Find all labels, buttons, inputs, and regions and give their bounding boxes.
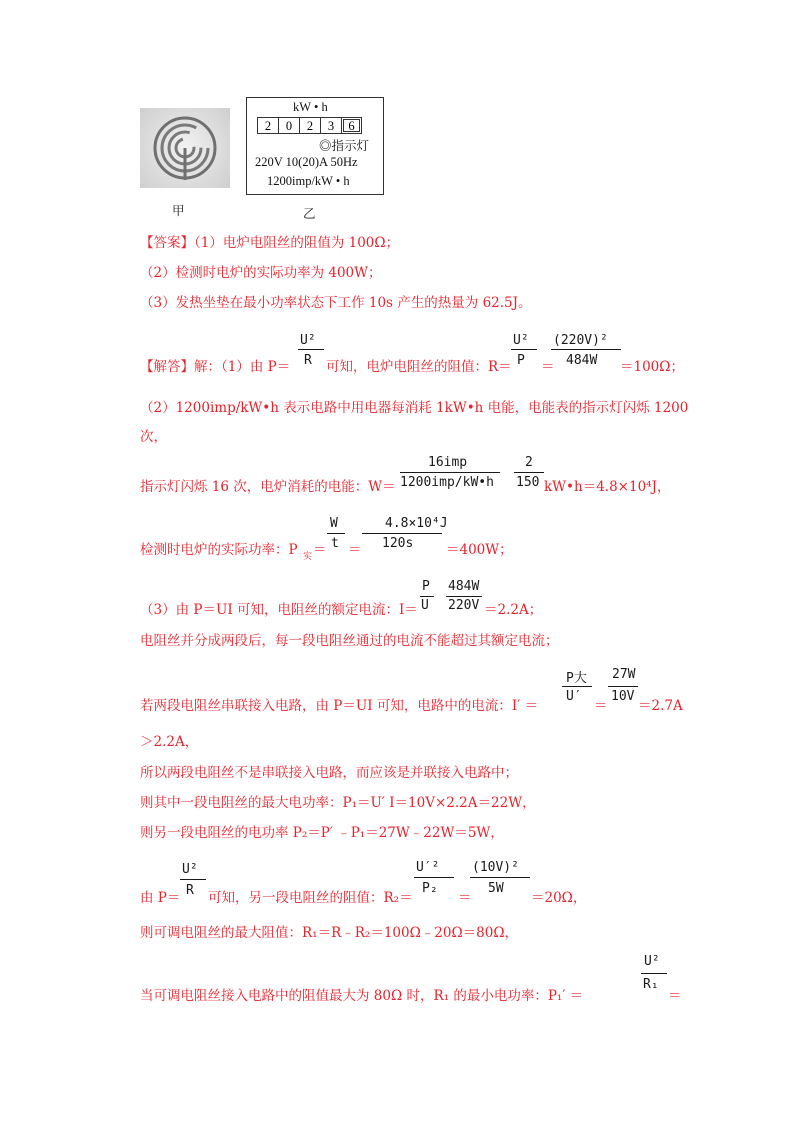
fraction-bar	[180, 879, 206, 880]
solution-line-4b: 可知，电炉电阻丝的阻值：R＝	[326, 359, 512, 375]
frac-r-den: R	[304, 353, 312, 368]
solution-line-9b: ＝2.2A；	[484, 602, 543, 618]
frac-u2-d: U²	[644, 954, 660, 969]
frac-two: 2	[525, 455, 533, 470]
figure-label-right: 乙	[303, 206, 316, 221]
electricity-meter	[246, 97, 384, 195]
solution-line-5: （2）1200imp/kW•h 表示电路中用电器每消耗 1kW•h 电能，电能表的指示灯闪烁 1200	[140, 400, 689, 416]
solution-line-7a: 指示灯闪烁 16 次，电炉消耗的电能：W＝	[140, 479, 396, 495]
frac-4-8e4: 4.8×10⁴J	[385, 516, 448, 531]
frac-1200imp: 1200imp/kW•h	[400, 475, 494, 490]
fraction-bar	[470, 877, 530, 878]
fraction-bar	[400, 472, 500, 473]
meter-digit: 3	[320, 117, 341, 134]
solution-line-9a: （3）由 P＝UI 可知，电阻丝的额定电流：I＝	[140, 602, 418, 618]
meter-indicator: ◎指示灯	[319, 139, 370, 153]
frac-10v-sq: (10V)²	[472, 860, 519, 875]
answer-line-3: （3）发热坐垫在最小功率状态下工作 10s 产生的热量为 62.5J。	[140, 295, 532, 311]
solution-line-6: 次，	[140, 429, 167, 445]
frac-p-big: P大	[566, 671, 587, 686]
frac-p: P	[422, 579, 430, 594]
meter-digit: 0	[278, 117, 299, 134]
frac-t: t	[331, 536, 339, 551]
coil-image	[140, 108, 230, 188]
solution-line-4c: ＝	[541, 359, 555, 375]
solution-line-8-sub: 实	[303, 552, 313, 562]
solution-line-8a: 检测时电炉的实际功率：P	[140, 542, 298, 558]
solution-line-4d: ＝100Ω；	[620, 359, 684, 375]
fraction-bar	[562, 686, 592, 687]
frac-w: W	[330, 516, 338, 531]
solution-line-8b: ＝	[313, 542, 327, 558]
frac-u2-num-b: U²	[513, 333, 529, 348]
frac-p2: P₂	[422, 881, 438, 896]
frac-16imp: 16imp	[428, 455, 468, 470]
solution-line-7b: kW•h＝4.8×10⁴J，	[544, 479, 671, 495]
fraction-bar	[298, 349, 324, 350]
solution-line-16d: ＝20Ω，	[531, 890, 587, 906]
answer-line-2: （2）检测时电炉的实际功率为 400W；	[140, 265, 382, 281]
frac-r-c: R	[186, 883, 194, 898]
frac-484w: 484W	[448, 579, 480, 594]
frac-u2-num: U²	[300, 333, 316, 348]
meter-digit: 2	[257, 117, 278, 134]
fraction-bar	[327, 533, 345, 534]
frac-u-prime-sq: U′²	[416, 860, 440, 875]
solution-line-12: ＞2.2A，	[140, 734, 199, 750]
fraction-bar	[514, 472, 544, 473]
fraction-bar	[551, 349, 621, 350]
frac-27w: 27W	[612, 667, 636, 682]
frac-u-prime: U′	[566, 689, 582, 704]
frac-150: 150	[516, 475, 540, 490]
solution-line-11c: ＝2.7A	[638, 698, 683, 714]
frac-5w: 5W	[488, 881, 504, 896]
meter-constant: 1200imp/kW • h	[267, 174, 350, 188]
figure-label-left: 甲	[172, 203, 185, 218]
meter-digit-row	[257, 117, 362, 134]
frac-220v: 220V	[448, 598, 480, 613]
fraction-bar	[362, 533, 442, 534]
solution-line-11a: 若两段电阻丝串联接入电路，由 P＝UI 可知，电路中的电流：I′ ＝	[140, 698, 539, 714]
solution-line-11b: ＝	[594, 698, 608, 714]
frac-220v-sq: (220V)²	[553, 333, 608, 348]
solution-line-8c: ＝	[348, 542, 362, 558]
heating-element-photo	[140, 108, 230, 188]
frac-u2-c: U²	[182, 862, 198, 877]
frac-r1: R₁	[643, 977, 659, 992]
solution-line-13: 所以两段电阻丝不是串联接入电路，而应该是并联接入电路中；	[140, 765, 518, 781]
meter-rating: 220V 10(20)A 50Hz	[255, 155, 358, 169]
solution-line-18b: ＝	[668, 988, 682, 1004]
solution-line-17: 则可调电阻丝的最大阻值：R₁＝R﹣R₂＝100Ω﹣20Ω＝80Ω，	[140, 925, 519, 941]
frac-120s: 120s	[382, 536, 414, 551]
solution-line-16a: 由 P＝	[140, 890, 181, 906]
meter-digit: 2	[299, 117, 320, 134]
solution-line-16b: 可知，另一段电阻丝的阻值：R₂＝	[208, 890, 413, 906]
frac-u: U	[421, 598, 429, 613]
fraction-bar	[641, 973, 667, 974]
solution-line-14: 则其中一段电阻丝的最大电功率：P₁＝U′ I＝10V×2.2A＝22W，	[140, 795, 536, 811]
fraction-bar	[420, 596, 434, 597]
frac-10v: 10V	[611, 689, 635, 704]
fraction-bar	[608, 686, 638, 687]
solution-line-16c: ＝	[458, 890, 472, 906]
fraction-bar	[511, 349, 537, 350]
frac-484w-den: 484W	[566, 353, 598, 368]
solution-line-10: 电阻丝并分成两段后，每一段电阻丝通过的电流不能超过其额定电流；	[140, 633, 559, 649]
solution-line-8d: ＝400W；	[446, 542, 513, 558]
frac-p-den: P	[517, 353, 525, 368]
answer-line-1: 【答案】（1）电炉电阻丝的阻值为 100Ω；	[140, 235, 400, 251]
fraction-bar	[414, 877, 454, 878]
solution-line-4a: 【解答】解：（1）由 P＝	[140, 359, 291, 375]
meter-unit: kW • h	[293, 100, 328, 114]
solution-line-15: 则另一段电阻丝的电功率 P₂＝P′ ﹣P₁＝27W﹣22W＝5W，	[140, 825, 504, 841]
meter-digit: 6	[341, 117, 362, 134]
solution-line-18a: 当可调电阻丝接入电路中的阻值最大为 80Ω 时，R₁ 的最小电功率：P₁′ ＝	[140, 988, 584, 1004]
fraction-bar	[446, 596, 482, 597]
